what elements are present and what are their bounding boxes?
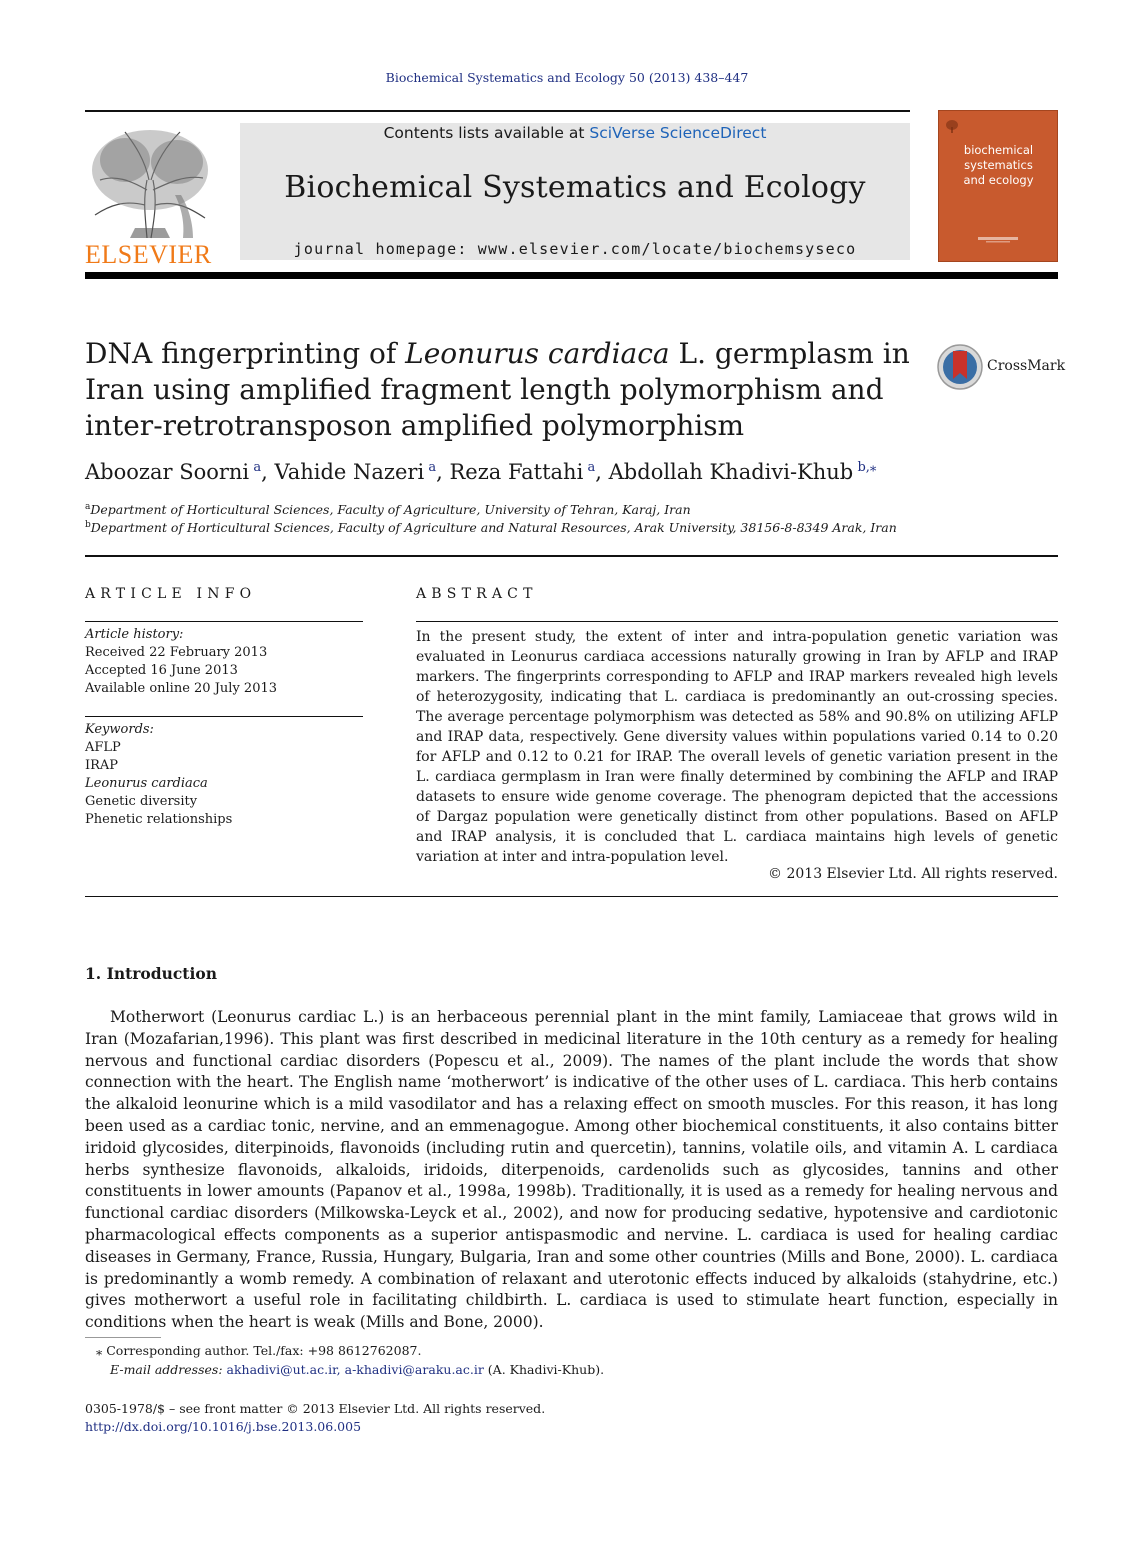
keyword: Leonurus cardiaca: [85, 776, 208, 791]
keyword: IRAP: [85, 758, 119, 773]
abstract-rule: [416, 621, 1058, 622]
email-label: E-mail addresses:: [110, 1362, 227, 1377]
title-text: L. germplasm in Iran using amplified fragment length polymorphism and inter-retrotransposon amplified polymorphism: [85, 337, 910, 442]
header-top-rule: [85, 110, 910, 112]
article-title: [85, 336, 915, 444]
journal-title: Biochemical Systematics and Ecology: [284, 170, 866, 205]
email-note: [110, 1362, 1070, 1377]
elsevier-wordmark: ELSEVIER: [85, 240, 212, 269]
accepted-date: Accepted 16 June 2013: [85, 663, 238, 678]
article-history: [85, 626, 365, 698]
crossmark-label[interactable]: CrossMark: [987, 358, 1066, 374]
article-info-rule: [85, 621, 363, 622]
journal-homepage[interactable]: journal homepage: www.elsevier.com/locate/biochemsyseco: [293, 240, 857, 258]
front-matter-notice: 0305-1978/$ – see front matter © 2013 Elsevier Ltd. All rights reserved.: [85, 1401, 546, 1416]
cover-title: [946, 143, 1051, 188]
affiliation-text: Department of Horticultural Sciences, Faculty of Agriculture, University of Tehran, Karaj, Iran: [90, 502, 691, 518]
email-owner: (A. Khadivi-Khub).: [483, 1362, 605, 1377]
history-label: Article history:: [85, 627, 184, 642]
author-name[interactable]: Abdollah Khadivi-Khub: [608, 460, 854, 484]
author-affiliation-marker[interactable]: a: [253, 460, 262, 475]
corresponding-author-note: ⁎ Corresponding author. Tel./fax: +98 8612762087.: [96, 1343, 422, 1358]
title-text: DNA fingerprinting of: [85, 337, 406, 370]
introduction-paragraph: Motherwort (Leonurus cardiac L.) is an herbaceous perennial plant in the mint family, Lamiaceae that grows wild in Iran (Mozafarian,1996). This plant was first described in medicinal literature in the 10th century as a remedy for healing nervous and functional cardiac disorders (Popescu et al., 2009). The names of the plant include the words that show connection with the heart. The English name ‘motherwort’ is indicative of the other uses of L. cardiaca. This herb contains the alkaloid leonurine which is a mild vasodilator and has a relaxing effect on smooth muscles. For this reason, it has long been used as a cardiac tonic, nervine, and an emmenagogue. Among other biochemical constituents, it also contains bitter iridoid glycosides, diterpinoids, flavonoids (including rutin and quercetin), tannins, volatile oils, and vitamin A. L cardiaca herbs synthesize flavonoids, alkaloids, iridoids, diterpenoids, cardenolids such as glycosides, tannins and other constituents in lower amounts (Papanov et al., 1998a, 1998b). Traditionally, it is used as a remedy for healing nervous and functional cardiac disorders (Milkowska-Leyck et al., 2002), and now for producing sedative, hypotensive and cardiotonic pharmacological effects components as a superior antispasmodic and nervine. L. cardiaca is used for healing cardiac diseases in Germany, France, Russia, Hungary, Bulgaria, Iran and some other countries (Mills and Bone, 2000). L. cardiaca is predominantly a womb remedy. A combination of relaxant and uterotonic effects induced by alkaloids (stahydrine, etc.) gives motherwort a useful role in facilitating childbirth. L. cardiaca is used to stimulate heart function, especially in conditions when the heart is weak (Mills and Bone, 2000).: [85, 1008, 1058, 1332]
keyword: AFLP: [85, 740, 121, 755]
title-species: Leonurus cardiaca: [405, 337, 670, 370]
contents-prefix: Contents lists available at: [383, 124, 590, 142]
title-bottom-rule: [85, 555, 1058, 557]
author-affiliation-marker[interactable]: b,⁎: [857, 460, 877, 475]
author-list: Aboozar Soorni $^a$, Vahide Nazeri $^a$, Reza Fattahi $^a$, Abdollah Khadivi-Khub $^{b,⁎}$: [85, 460, 877, 484]
affiliation-text: Department of Horticultural Sciences, Faculty of Agriculture and Natural Resources, Arak University, 38156-8-8349 Arak, Iran: [90, 520, 897, 536]
cover-title-line: and ecology: [963, 173, 1034, 187]
author-name[interactable]: Aboozar Soorni: [85, 460, 250, 484]
doi-link[interactable]: http://dx.doi.org/10.1016/j.bse.2013.06.005: [85, 1419, 362, 1434]
keywords-rule: [85, 716, 363, 717]
received-date: Received 22 February 2013: [85, 645, 268, 660]
cover-elsevier-mini-icon: [944, 118, 960, 134]
abstract-heading: ABSTRACT: [416, 586, 538, 602]
affiliation-a: [85, 502, 1045, 517]
author-name[interactable]: Reza Fattahi: [449, 460, 584, 484]
article-info-heading: ARTICLE INFO: [85, 586, 257, 602]
cover-title-line: systematics: [964, 158, 1033, 172]
footnote-rule: [85, 1337, 161, 1338]
author-affiliation-marker[interactable]: a: [587, 460, 596, 475]
header-thick-rule: [85, 272, 1058, 279]
author-name[interactable]: Vahide Nazeri: [274, 460, 425, 484]
keyword: Phenetic relationships: [85, 812, 233, 827]
keywords-block: [85, 721, 365, 829]
affiliation-marker: b: [85, 520, 91, 530]
affiliation-marker: a: [85, 502, 91, 512]
abstract-bottom-rule: [85, 896, 1058, 897]
email-links[interactable]: akhadivi@ut.ac.ir, a-khadivi@araku.ac.ir: [226, 1362, 484, 1377]
online-date: Available online 20 July 2013: [85, 681, 278, 696]
sciencedirect-link[interactable]: SciVerse ScienceDirect: [589, 124, 767, 142]
author-affiliation-marker[interactable]: a: [428, 460, 437, 475]
abstract-copyright: © 2013 Elsevier Ltd. All rights reserved.: [768, 866, 1058, 882]
cover-sciencedirect-logo-icon: [976, 234, 1020, 244]
keyword: Genetic diversity: [85, 794, 198, 809]
abstract-text: In the present study, the extent of inter and intra-population genetic variation was evaluated in Leonurus cardiaca accessions naturally growing in Iran by AFLP and IRAP markers. The fingerprints corresponding to AFLP and IRAP markers revealed high levels of heterozygosity, indicating that L. cardiaca is predominantly an out-crossing species. The average percentage polymorphism was detected as 58% and 90.8% on utilizing AFLP and IRAP data, respectively. Gene diversity values within populations varied 0.14 to 0.20 for AFLP and 0.12 to 0.21 for IRAP. The overall levels of genetic variation present in the L. cardiaca germplasm in Iran were finally determined by combining the AFLP and IRAP datasets to ensure wide genome coverage. The phenogram depicted that the accessions of Dargaz population were genetically distinct from other populations. Based on AFLP and IRAP analysis, it is concluded that L. cardiaca maintains high levels of genetic variation at inter and intra-population level.: [416, 629, 1058, 865]
journal-reference-link[interactable]: Biochemical Systematics and Ecology 50 (2013) 438–447: [385, 70, 749, 85]
keywords-label: Keywords:: [85, 722, 154, 737]
crossmark-icon[interactable]: [936, 343, 984, 391]
introduction-heading: 1. Introduction: [85, 964, 217, 983]
affiliation-b: [85, 520, 1045, 535]
contents-availability: [240, 124, 910, 142]
cover-title-line: biochemical: [963, 143, 1034, 157]
